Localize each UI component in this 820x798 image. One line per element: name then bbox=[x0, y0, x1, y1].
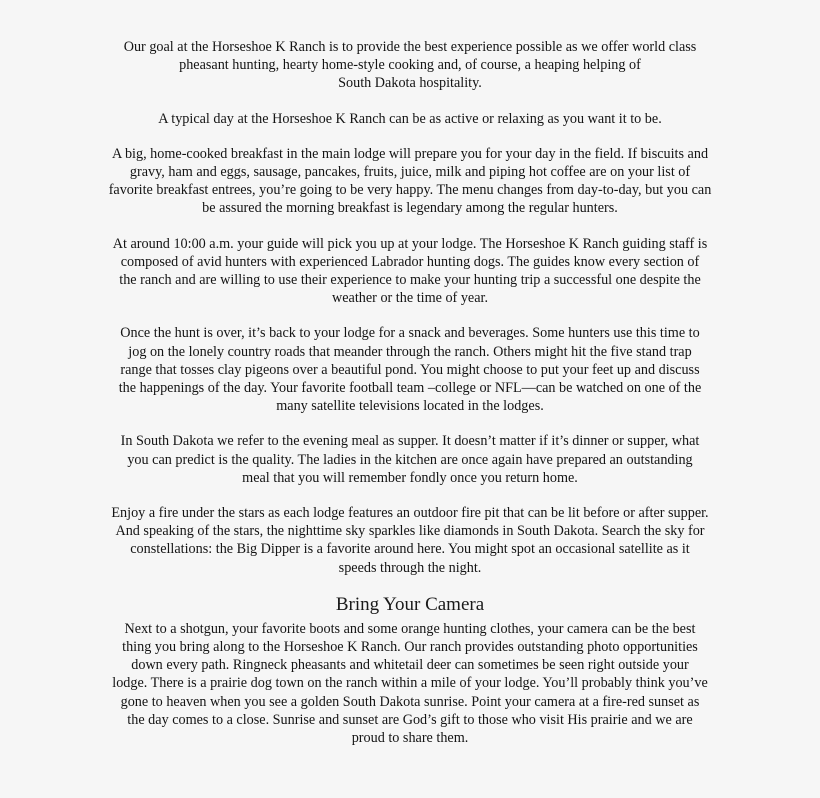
paragraph-line: A typical day at the Horseshoe K Ranch can be as active or relaxing as you want it to be. bbox=[158, 110, 662, 127]
section-heading: Bring Your Camera bbox=[335, 593, 485, 615]
paragraph-line: many satellite televisions located in the lodges. bbox=[276, 398, 544, 415]
supper-paragraph bbox=[60, 432, 760, 487]
paragraph-line: gravy, ham and eggs, sausage, pancakes, fruits, juice, milk and piping hot coffee are on your list of bbox=[129, 164, 691, 181]
paragraph-line: A big, home-cooked breakfast in the main lodge will prepare you for your day in the field. If biscuits and bbox=[111, 145, 709, 162]
camera-paragraph bbox=[60, 620, 760, 747]
paragraph-line: speeds through the night. bbox=[338, 559, 482, 576]
document-body bbox=[60, 0, 760, 747]
paragraph-line: composed of avid hunters with experienced Labrador hunting dogs. The guides know every section of bbox=[120, 253, 700, 270]
paragraph-line: the ranch and are willing to use their experience to make your hunting trip a successful one despite the bbox=[119, 272, 701, 289]
paragraph-line: favorite breakfast entrees, you’re going to be very happy. The menu changes from day-to-day, but you can bbox=[108, 182, 712, 199]
paragraph-line: the day comes to a close. Sunrise and sunset are God’s gift to those who visit His prairie and we are bbox=[127, 711, 693, 728]
paragraph-line: the happenings of the day. Your favorite football team –college or NFL—can be watched on one of the bbox=[118, 380, 702, 397]
paragraph-line: meal that you will remember fondly once you return home. bbox=[242, 469, 578, 486]
paragraph-line: constellations: the Big Dipper is a favorite around here. You might spot an occasional satellite as it bbox=[130, 541, 690, 558]
paragraph-line: down every path. Ringneck pheasants and whitetail deer can sometimes be seen right outside your bbox=[131, 657, 689, 674]
paragraph-line: proud to share them. bbox=[351, 730, 469, 747]
paragraph-line: And speaking of the stars, the nighttime sky sparkles like diamonds in South Dakota. Search the sky for bbox=[115, 523, 705, 540]
paragraph-line: you can predict is the quality. The ladies in the kitchen are once again have prepared an outstanding bbox=[127, 451, 693, 468]
paragraph-line: thing you bring along to the Horseshoe K Ranch. Our ranch provides outstanding photo opportunities bbox=[122, 639, 698, 656]
paragraph-line: pheasant hunting, hearty home-style cooking and, of course, a heaping helping of bbox=[179, 57, 641, 74]
paragraph-line: range that tosses clay pigeons over a beautiful pond. You might choose to put your feet up and discuss bbox=[120, 361, 700, 378]
paragraph-line: Once the hunt is over, it’s back to your lodge for a snack and beverages. Some hunters use this time to bbox=[120, 325, 700, 342]
after-hunt-paragraph bbox=[60, 324, 760, 415]
paragraph-line: In South Dakota we refer to the evening meal as supper. It doesn’t matter if it’s dinner or supper, what bbox=[120, 433, 700, 450]
paragraph-line: At around 10:00 a.m. your guide will pick you up at your lodge. The Horseshoe K Ranch guiding staff is bbox=[112, 235, 708, 252]
paragraph-line: Next to a shotgun, your favorite boots and some orange hunting clothes, your camera can be the best bbox=[124, 620, 696, 637]
paragraph-line: weather or the time of year. bbox=[332, 290, 488, 307]
guide-paragraph bbox=[60, 235, 760, 308]
paragraph-line: be assured the morning breakfast is legendary among the regular hunters. bbox=[202, 200, 618, 217]
paragraph-line: Our goal at the Horseshoe K Ranch is to provide the best experience possible as we offer world class bbox=[123, 39, 697, 55]
paragraph-line: jog on the lonely country roads that meander through the ranch. Others might hit the five stand trap bbox=[128, 343, 692, 360]
typical-day-paragraph bbox=[60, 110, 760, 128]
breakfast-paragraph bbox=[60, 145, 760, 218]
intro-paragraph bbox=[60, 38, 760, 93]
paragraph-line: gone to heaven when you see a golden South Dakota sunrise. Point your camera at a fire-red sunset as bbox=[120, 693, 700, 710]
paragraph-line: South Dakota hospitality. bbox=[338, 75, 482, 92]
stars-paragraph bbox=[60, 504, 760, 577]
paragraph-line: lodge. There is a prairie dog town on the ranch within a mile of your lodge. You’ll probably think you’ve bbox=[112, 675, 708, 692]
paragraph-line: Enjoy a fire under the stars as each lodge features an outdoor fire pit that can be lit before or after supper. bbox=[111, 505, 709, 522]
